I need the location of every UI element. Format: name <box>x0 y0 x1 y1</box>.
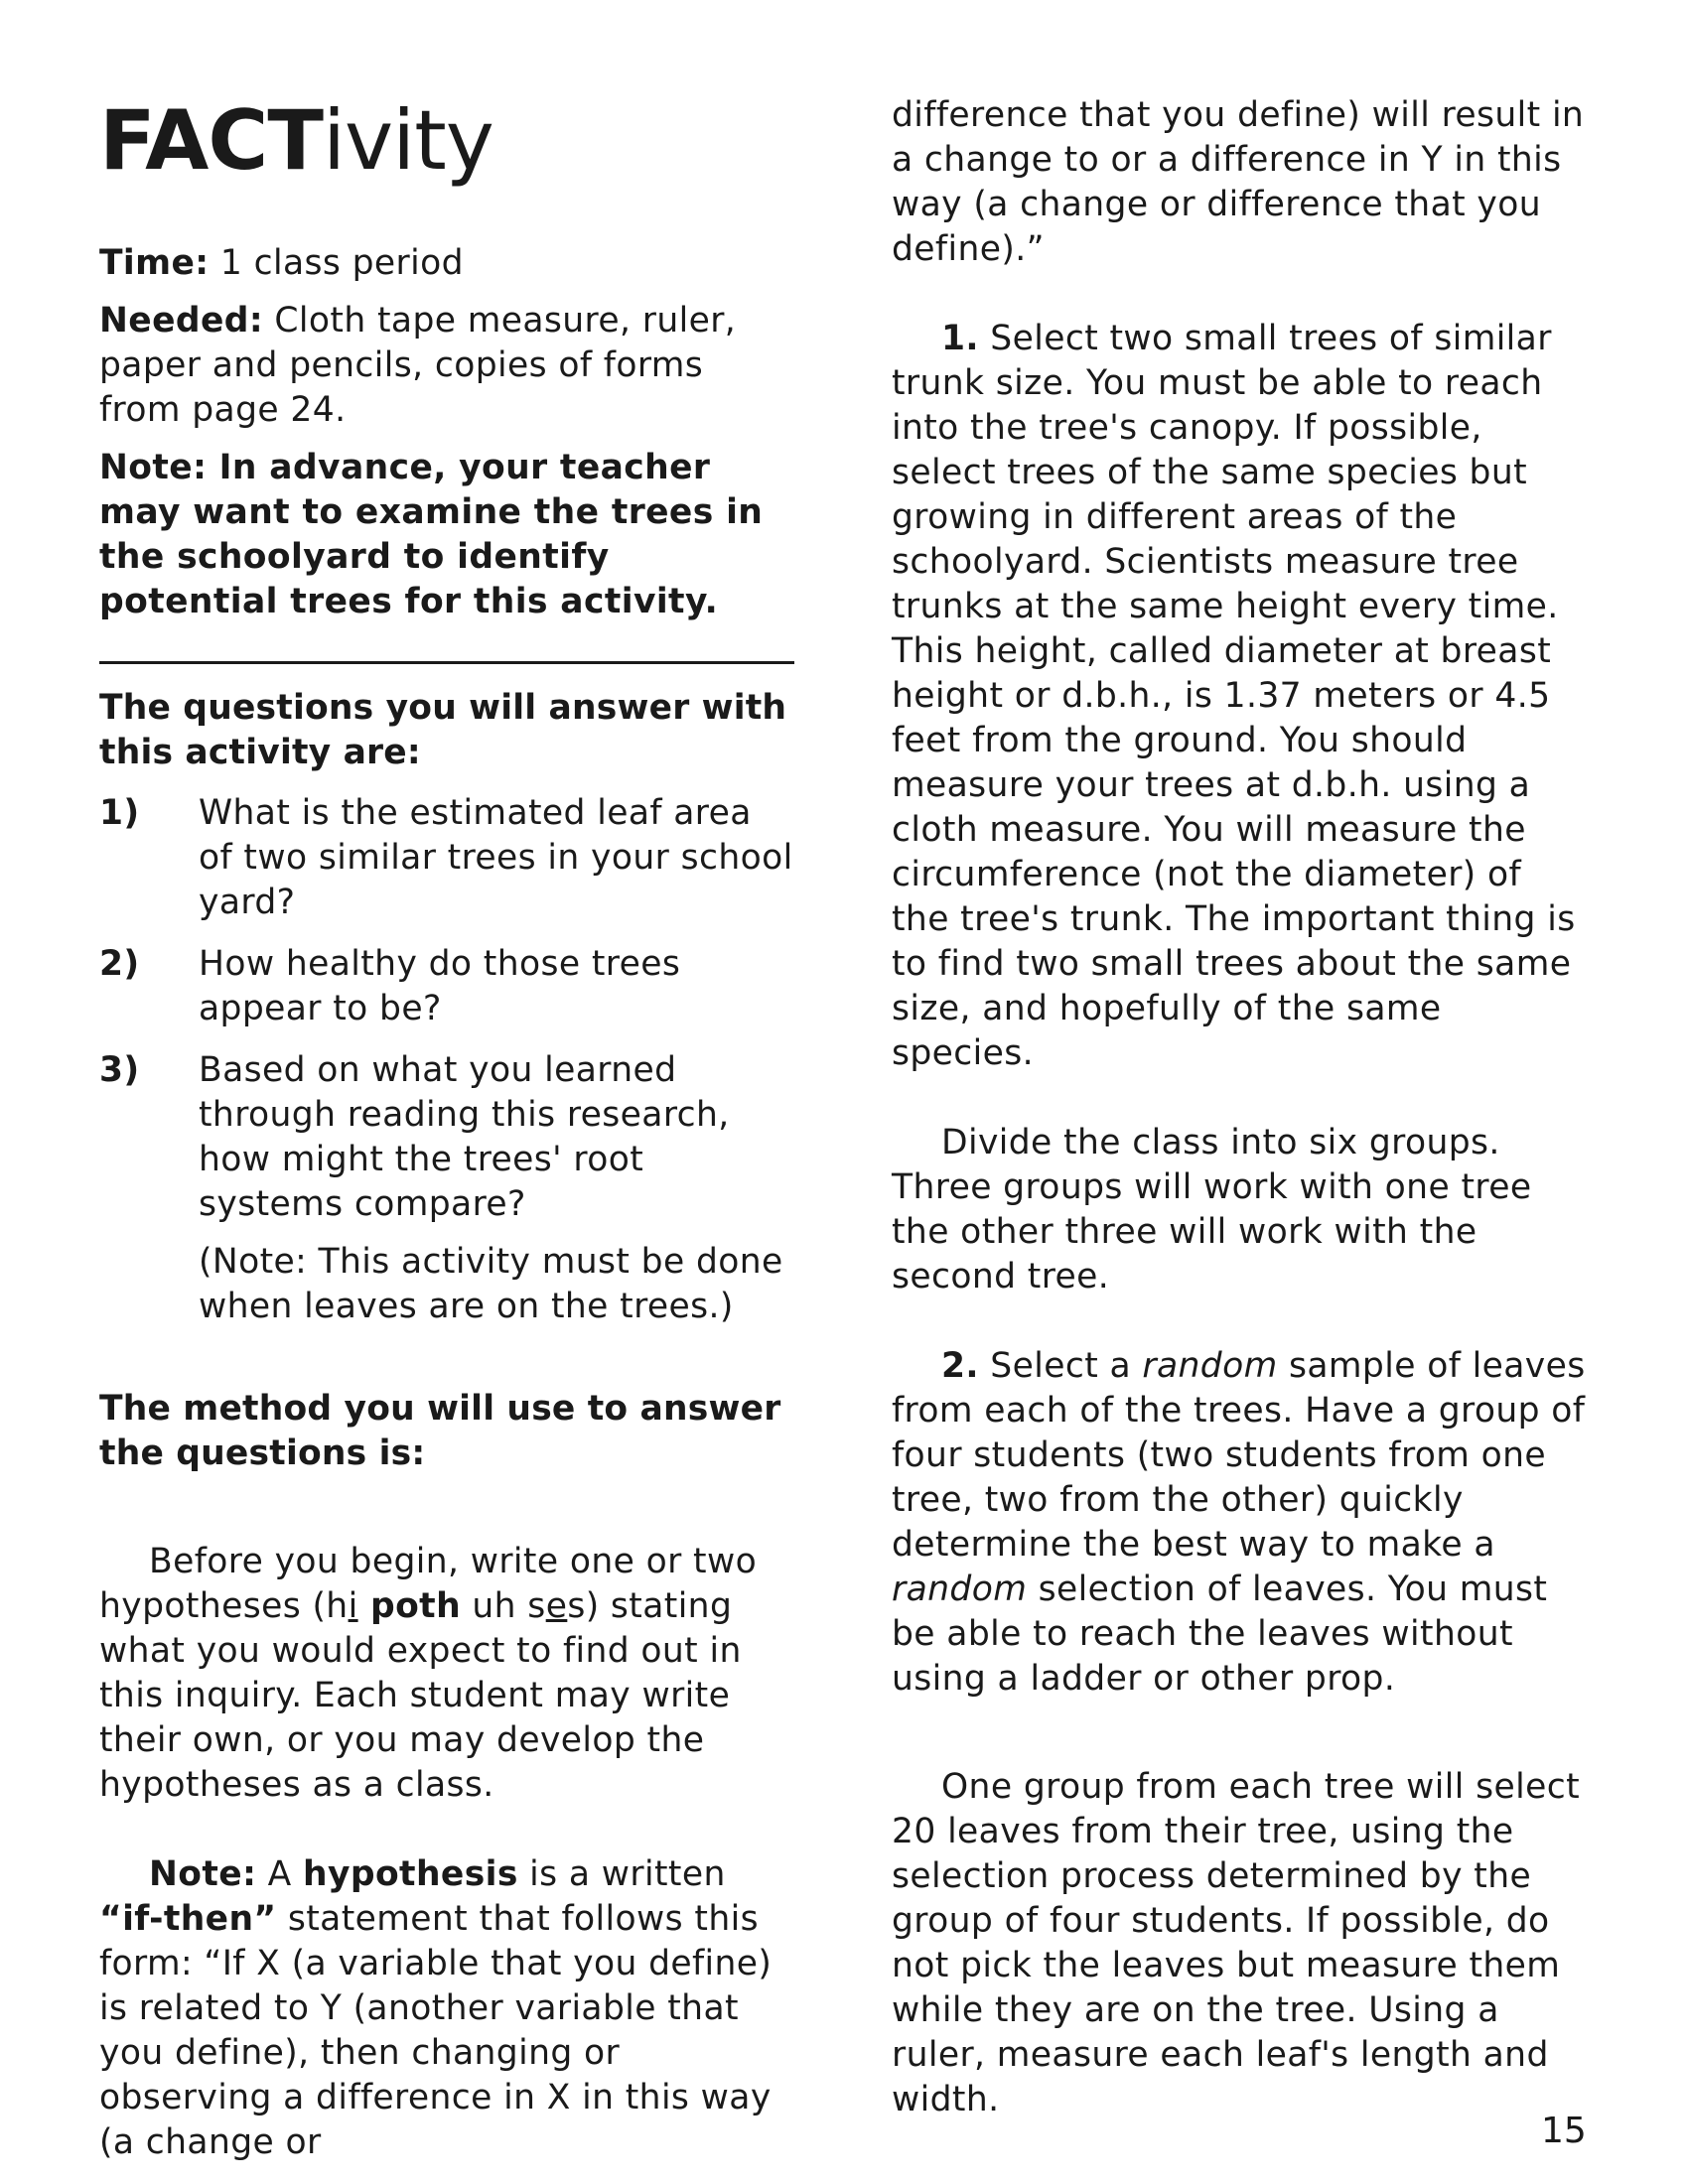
method-heading: The method you will use to answer the questions is: <box>99 1389 781 1473</box>
continuation-paragraph: difference that you define) will result in a change to or a difference in Y in this way (a change or difference that you define).” <box>892 95 1585 269</box>
time-line <box>99 241 794 286</box>
random-emphasis: random <box>892 1570 1028 1609</box>
needed-value: Cloth tape measure, ruler, paper and pencils, copies of forms from page 24. <box>99 301 737 430</box>
questions-heading: The questions you will answer with this activity are: <box>99 688 787 772</box>
pronunciation-e: e <box>545 1586 568 1626</box>
divide-paragraph: Divide the class into six groups. Three groups will work with one tree the other three will work with the second tree. <box>892 1123 1532 1297</box>
title-bold: FACT <box>99 92 323 189</box>
pronunciation-i: i <box>348 1586 358 1626</box>
step-2-number: 2. <box>941 1346 979 1386</box>
divider-rule <box>99 661 794 664</box>
question-text: What is the estimated leaf area of two similar trees in your school yard? <box>199 793 793 922</box>
hypotheses-paragraph: Before you begin, write one or two hypotheses (hi poth uh ses) stating what you would expect to find out in this inquiry. Each student may write their own, or you may develop the hypotheses as a class. <box>99 1542 758 1805</box>
time-label: Time: <box>99 243 210 283</box>
question-number: 2) <box>99 944 140 984</box>
one-group-paragraph: One group from each tree will select 20 leaves from their tree, using the selection process determined by the group of four students. If possible, do not pick the leaves but measure them while they are on the tree. Using a ruler, measure each leaf's length and width. <box>892 1767 1581 2119</box>
question-item <box>99 1048 794 1227</box>
questions-list <box>99 791 794 1329</box>
question-item <box>99 791 794 925</box>
right-body <box>892 93 1587 2122</box>
question-text: How healthy do those trees appear to be? <box>199 944 681 1028</box>
hypothesis-note-label: Note: <box>149 1854 257 1894</box>
question-text: Based on what you learned through reading this research, how might the trees' root systems compare? <box>199 1050 730 1224</box>
needed-label: Needed: <box>99 301 264 341</box>
if-then-term: “if-then” <box>99 1899 277 1939</box>
time-value: 1 class period <box>209 243 464 283</box>
random-emphasis: random <box>1142 1346 1278 1386</box>
question-item <box>99 942 794 1031</box>
step-2-paragraph: 2. Select a random sample of leaves from each of the trees. Have a group of four students (two students from one tree, two from the other) quickly determine the best way to make a random selection of leaves. You must be able to reach the leaves without using a ladder or other prop. <box>892 1346 1586 1699</box>
page-number: 15 <box>1541 2111 1587 2151</box>
page-title <box>99 91 493 191</box>
needed-line <box>99 299 794 433</box>
hypothesis-term: hypothesis <box>303 1854 518 1894</box>
hypothesis-note: Note: A hypothesis is a written “if-then” statement that follows this form: “If X (a variable that you define) is related to Y (another variable that you define), then changing or observing a difference in X in this way (a change or <box>99 1854 773 2162</box>
question-number: 3) <box>99 1050 140 1090</box>
pronunciation-stress: poth <box>357 1586 462 1626</box>
question-number: 1) <box>99 793 140 833</box>
step-1-paragraph: 1. Select two small trees of similar trunk size. You must be able to reach into the tree's canopy. If possible, select trees of the same species but growing in different areas of the schoolyard. Scientists measure tree trunks at the same height every time. This height, called diameter at breast height or d.b.h., is 1.37 meters or 4.5 feet from the ground. You should measure your trees at d.b.h. using a cloth measure. You will measure the circumference (not the diameter) of the tree's trunk. The important thing is to find two small trees about the same size, and hopefully of the same species. <box>892 319 1576 1073</box>
title-rest: ivity <box>322 92 493 189</box>
step-1-number: 1. <box>941 319 979 358</box>
left-body <box>99 241 794 2165</box>
leaves-note: (Note: This activity must be done when leaves are on the trees.) <box>199 1242 783 1326</box>
advance-note: Note: In advance, your teacher may want to examine the trees in the schoolyard to identify potential trees for this activity. <box>99 448 764 621</box>
